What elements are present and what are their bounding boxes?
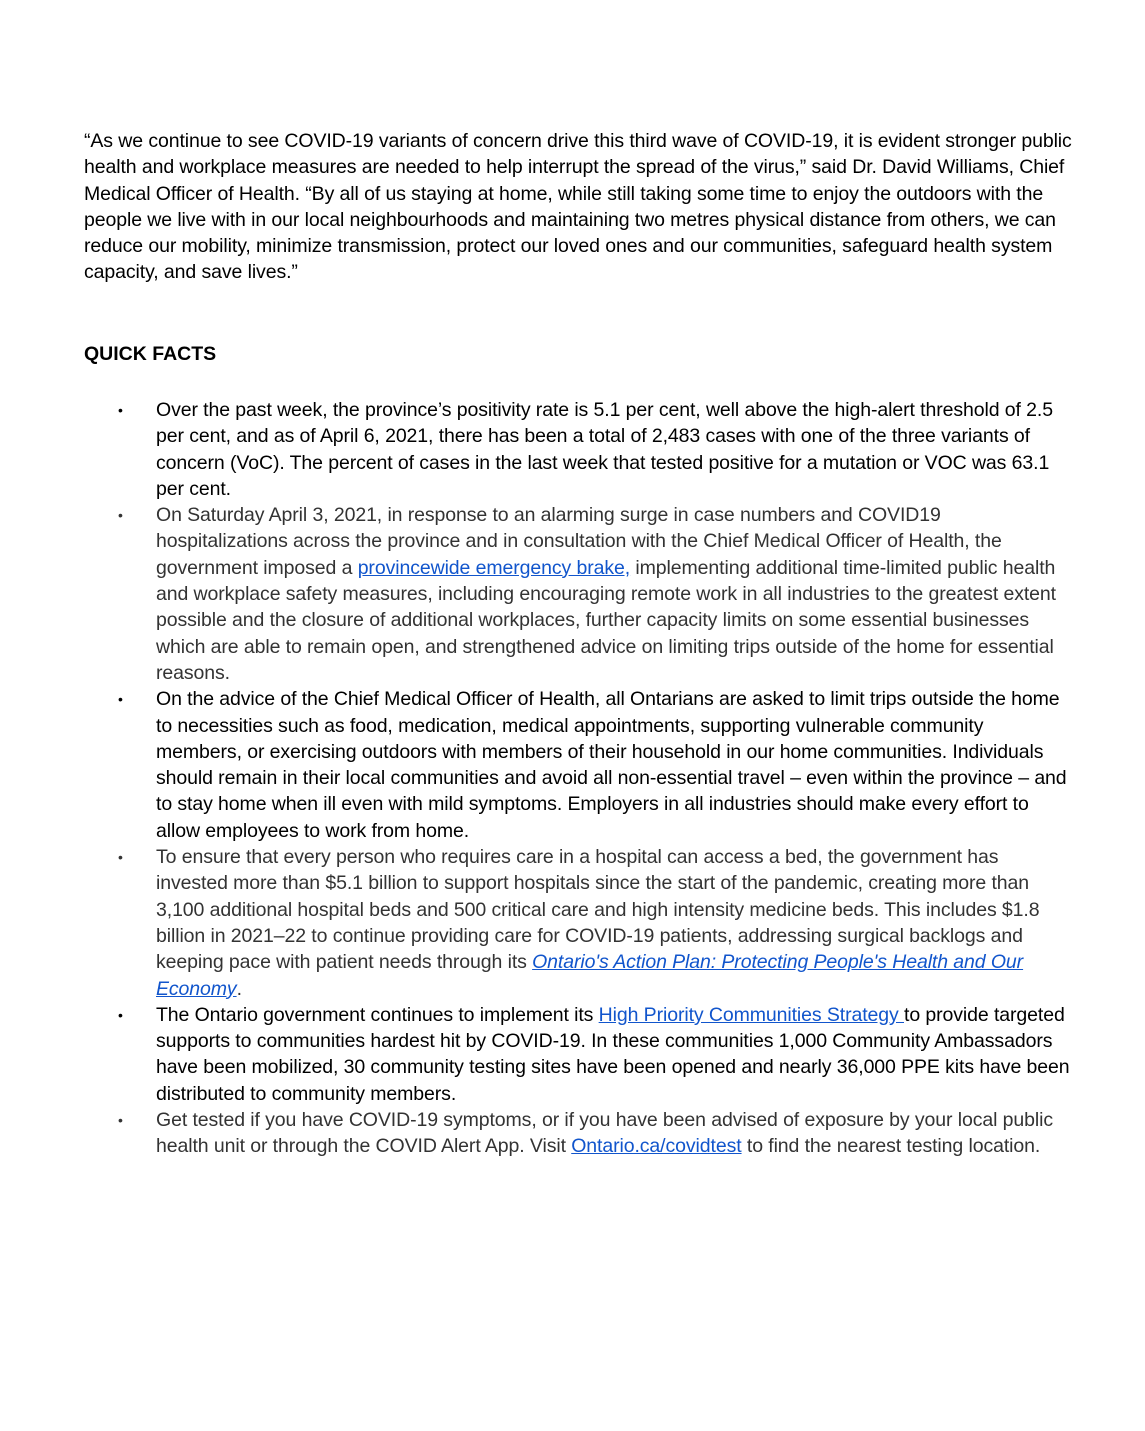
- list-item: [84, 1107, 1074, 1160]
- covidtest-link[interactable]: Ontario.ca/covidtest: [571, 1135, 742, 1158]
- list-item: [84, 1002, 1074, 1107]
- list-item: [84, 397, 1074, 502]
- list-item: [84, 844, 1074, 1002]
- action-plan-link[interactable]: Ontario's Action Plan: Protecting People's Health and Our Economy: [156, 951, 1024, 1000]
- emergency-brake-link[interactable]: provincewide emergency brake,: [357, 556, 631, 579]
- list-item: [84, 686, 1074, 844]
- fact-text: Over the past week, the province’s positivity rate is 5.1 per cent, well above the high-alert threshold of 2.5 per cent, and as of April 6, 2021, there has been a total of 2,483 cases with one of the three variants of concern (VoC). The percent of cases in the last week that tested positive for a mutation or VOC was 63.1 per cent.: [156, 399, 1053, 500]
- bullet-icon: •: [118, 849, 123, 866]
- document-page: [84, 128, 1074, 1158]
- fact-text: To ensure that every person who requires care in a hospital can access a bed, the government has invested more than $5.1 billion to support hospitals since the start of the pandemic, creating more than 3,100 additional hospital beds and 500 critical care and high intensity medicine beds. This includes $1.8 billion in 2021–22 to continue providing care for COVID-19 patients, addressing surgical backlogs and keeping pace with patient needs through its: [156, 846, 1040, 974]
- fact-text: The Ontario government continues to implement its: [156, 1003, 599, 1026]
- high-priority-communities-link[interactable]: High Priority Communities Strategy: [598, 1003, 904, 1026]
- fact-text: On Saturday April 3, 2021, in response to an alarming surge in case numbers and COVID19 hospitalizations across the province and in consultation with the Chief Medical Officer of Health, the government imposed a: [156, 504, 1002, 579]
- bullet-icon: •: [118, 1006, 123, 1023]
- bullet-icon: •: [118, 1112, 123, 1129]
- fact-text: to provide targeted supports to communities hardest hit by COVID-19. In these communities 1,000 Community Ambassadors have been mobilized, 30 community testing sites have been opened and nearly 36,000 PPE kits have been distributed to community members.: [156, 1003, 1070, 1105]
- bullet-icon: •: [118, 507, 123, 524]
- fact-text: On the advice of the Chief Medical Officer of Health, all Ontarians are asked to limit trips outside the home to necessities such as food, medication, medical appointments, supporting vulnerable community members, or exercising outdoors with members of their household in our home communities. Individuals should remain in their local communities and avoid all non-essential travel – even within the province – and to stay home when ill even with mild symptoms. Employers in all industries should make every effort to allow employees to work from home.: [156, 688, 1067, 842]
- fact-text: implementing additional time-limited public health and workplace safety measures, including encouraging remote work in all industries to the greatest extent possible and the closure of additional workplaces, further capacity limits on some essential businesses which are able to remain open, and strengthened advice on limiting trips outside of the home for essential reasons.: [156, 556, 1056, 684]
- bullet-icon: •: [118, 691, 123, 708]
- quote-paragraph: “As we continue to see COVID-19 variants of concern drive this third wave of COVID-19, it is evident stronger public health and workplace measures are needed to help interrupt the spread of the virus,” said Dr. David Williams, Chief Medical Officer of Health. “By all of us staying at home, while still taking some time to enjoy the outdoors with the people we live with in our local neighbourhoods and maintaining two metres physical distance from others, we can reduce our mobility, minimize transmission, protect our loved ones and our communities, safeguard health system capacity, and save lives.”: [84, 130, 1072, 284]
- fact-text: to find the nearest testing location.: [741, 1135, 1041, 1158]
- quick-facts-list: [84, 397, 1074, 1160]
- list-item: [84, 502, 1074, 686]
- fact-text: .: [236, 977, 242, 1000]
- fact-text: Get tested if you have COVID-19 symptoms, or if you have been advised of exposure by your local public health unit or through the COVID Alert App. Visit: [156, 1109, 1054, 1158]
- bullet-icon: •: [118, 402, 123, 418]
- section-heading: QUICK FACTS: [84, 343, 217, 365]
